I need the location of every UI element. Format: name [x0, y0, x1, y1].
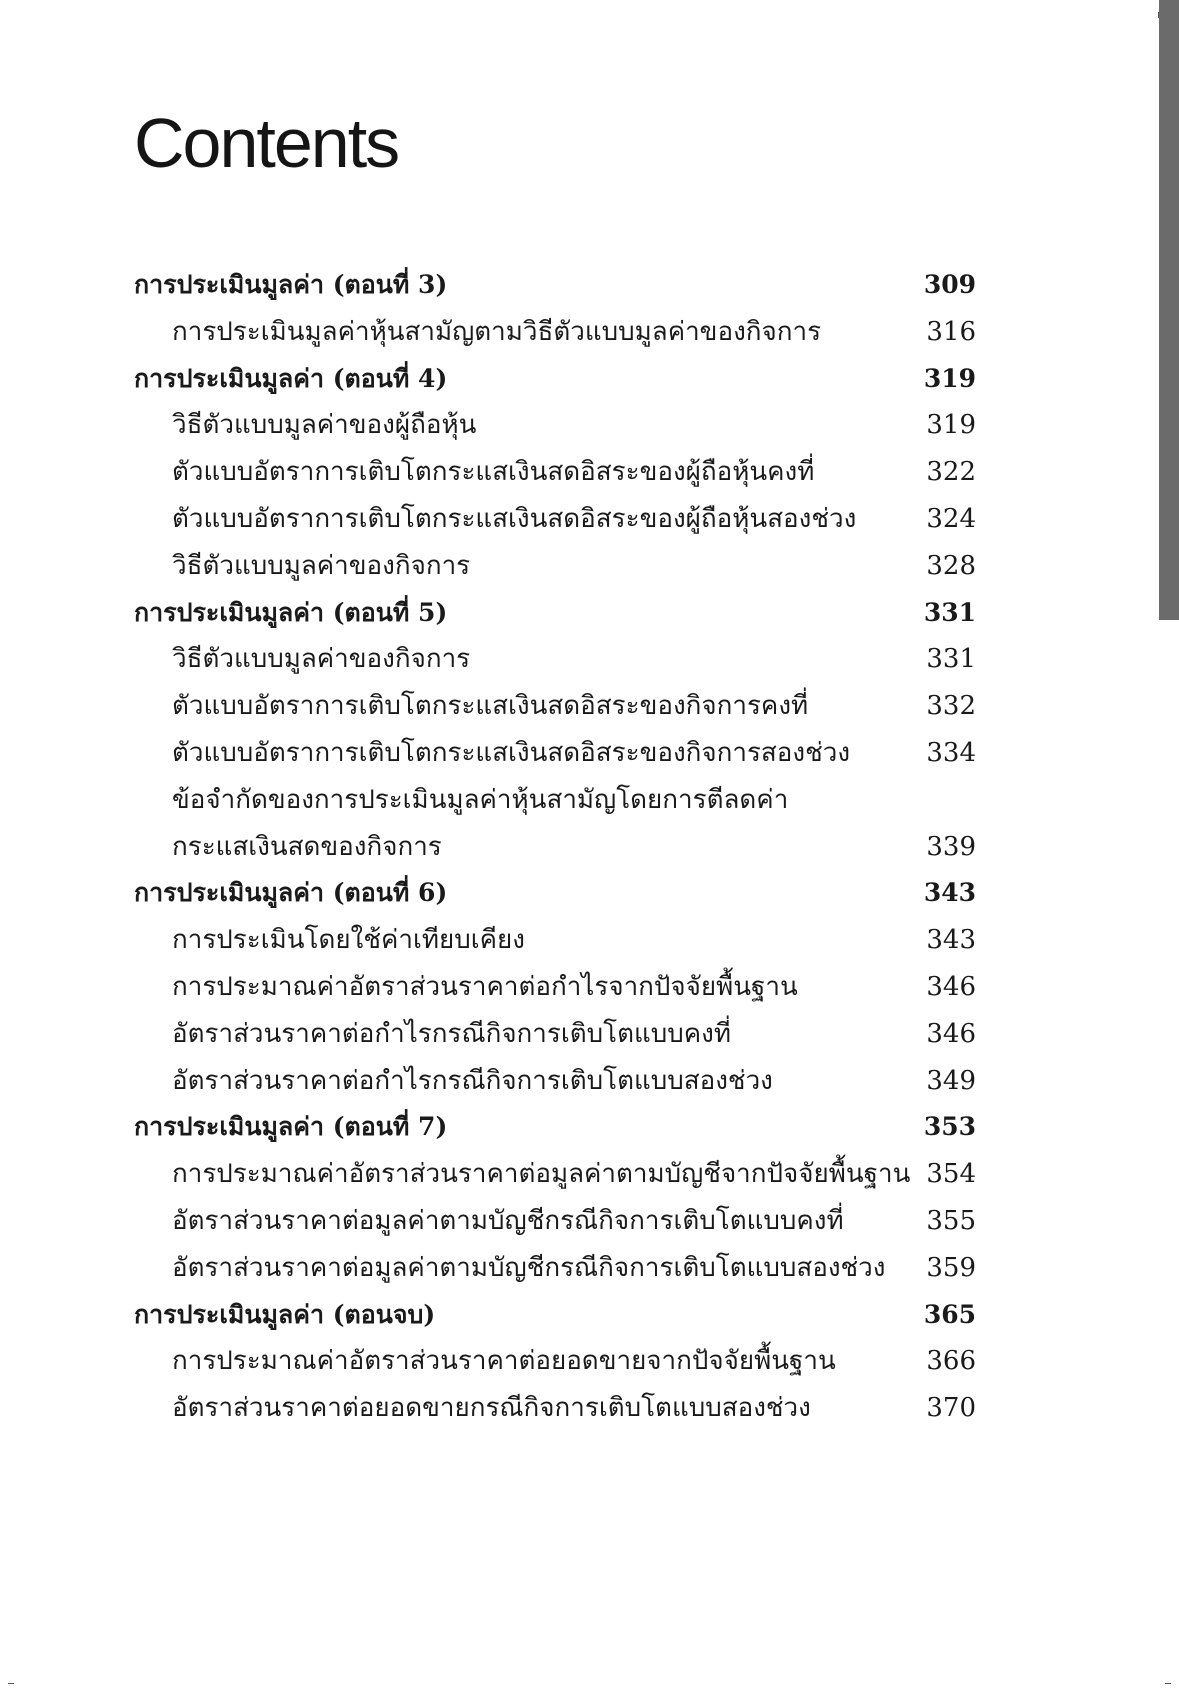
toc-page-number: 343: [926, 925, 976, 956]
toc-section-entry[interactable]: [134, 730, 976, 777]
toc-entry-title: การประเมินโดยใช้ค่าเทียบเคียง: [172, 925, 525, 956]
toc-entry-title: อัตราส่วนราคาต่อกำไรกรณีกิจการเติบโตแบบคงที่: [172, 1018, 731, 1049]
toc-section-entry[interactable]: [134, 917, 976, 964]
toc-chapter-entry[interactable]: [134, 1104, 976, 1151]
toc-entry-title: การประเมินมูลค่า (ตอนที่ 3): [134, 270, 448, 299]
toc-page-number: 319: [923, 363, 976, 393]
toc-entry-title: อัตราส่วนราคาต่อกำไรกรณีกิจการเติบโตแบบสองช่วง: [172, 1065, 773, 1096]
toc-entry-title: ตัวแบบอัตราการเติบโตกระแสเงินสดอิสระของกิจการสองช่วง: [172, 737, 851, 768]
toc-entry-title: อัตราส่วนราคาต่อมูลค่าตามบัญชีกรณีกิจการเติบโตแบบสองช่วง: [172, 1252, 886, 1283]
toc-page-number: 359: [926, 1252, 976, 1283]
toc-entry-title: กระแสเงินสดของกิจการ: [172, 831, 442, 862]
toc-chapter-entry[interactable]: [134, 262, 976, 309]
toc-entry-title: การประเมินมูลค่า (ตอนที่ 4): [134, 363, 448, 393]
toc-section-entry[interactable]: [134, 1338, 976, 1385]
toc-page-number: 309: [923, 270, 976, 299]
toc-page-number: 346: [926, 1018, 976, 1049]
toc-entry-title: การประเมินมูลค่าหุ้นสามัญตามวิธีตัวแบบมูลค่าของกิจการ: [172, 316, 822, 347]
toc-entry-title: การประมาณค่าอัตราส่วนราคาต่อกำไรจากปัจจัยพื้นฐาน: [172, 971, 798, 1002]
toc-section-entry[interactable]: [134, 1198, 976, 1245]
toc-page-number: 353: [923, 1112, 976, 1142]
toc-section-entry[interactable]: [134, 496, 976, 543]
toc-page-number: 366: [926, 1346, 976, 1377]
toc-section-entry[interactable]: [134, 964, 976, 1011]
toc-entry-title: วิธีตัวแบบมูลค่าของกิจการ: [172, 550, 471, 581]
toc-section-entry[interactable]: [134, 824, 976, 871]
toc-entry-title: ข้อจำกัดของการประเมินมูลค่าหุ้นสามัญโดยการตีลดค่า: [172, 784, 789, 815]
crop-mark: [8, 1683, 14, 1684]
toc-entry-title: การประเมินมูลค่า (ตอนที่ 5): [134, 597, 448, 627]
toc-page-number: 349: [926, 1065, 976, 1096]
toc-entry-title: การประเมินมูลค่า (ตอนที่ 6): [134, 878, 448, 908]
table-of-contents: [134, 262, 976, 1432]
toc-chapter-entry[interactable]: [134, 1292, 976, 1339]
toc-chapter-entry[interactable]: [134, 590, 976, 637]
toc-section-entry[interactable]: [134, 1385, 976, 1432]
toc-section-entry[interactable]: [134, 1058, 976, 1105]
toc-page-number: 346: [926, 971, 976, 1002]
page-title: Contents: [134, 104, 399, 182]
toc-page-number: 316: [926, 316, 976, 347]
toc-section-entry[interactable]: [134, 636, 976, 683]
crop-mark: [1165, 1683, 1171, 1684]
toc-page-number: 355: [926, 1205, 976, 1236]
toc-entry-title: ตัวแบบอัตราการเติบโตกระแสเงินสดอิสระของผู้ถือหุ้นสองช่วง: [172, 503, 857, 534]
toc-section-entry[interactable]: [134, 402, 976, 449]
toc-entry-title: การประเมินมูลค่า (ตอนจบ): [134, 1299, 436, 1329]
toc-section-entry[interactable]: [134, 683, 976, 730]
toc-page-number: 365: [923, 1299, 976, 1329]
toc-page-number: 332: [926, 691, 976, 722]
toc-entry-title: การประมาณค่าอัตราส่วนราคาต่อมูลค่าตามบัญชีจากปัจจัยพื้นฐาน: [172, 1159, 911, 1190]
toc-page-number: 331: [926, 644, 976, 675]
toc-entry-title: อัตราส่วนราคาต่อมูลค่าตามบัญชีกรณีกิจการเติบโตแบบคงที่: [172, 1205, 844, 1236]
toc-page-number: 322: [926, 457, 976, 488]
toc-page-number: 370: [926, 1393, 976, 1424]
toc-section-entry[interactable]: [134, 543, 976, 590]
toc-entry-title: อัตราส่วนราคาต่อยอดขายกรณีกิจการเติบโตแบบสองช่วง: [172, 1393, 811, 1424]
toc-page-number: 343: [923, 878, 976, 908]
toc-section-entry[interactable]: [134, 1245, 976, 1292]
toc-page-number: 354: [926, 1159, 976, 1190]
toc-page-number: 339: [926, 831, 976, 862]
toc-section-entry[interactable]: [134, 1011, 976, 1058]
toc-chapter-entry[interactable]: [134, 870, 976, 917]
toc-page-number: 334: [926, 737, 976, 768]
toc-section-entry[interactable]: [134, 777, 976, 824]
toc-entry-title: ตัวแบบอัตราการเติบโตกระแสเงินสดอิสระของผู้ถือหุ้นคงที่: [172, 457, 815, 488]
toc-section-entry[interactable]: [134, 1151, 976, 1198]
toc-entry-title: ตัวแบบอัตราการเติบโตกระแสเงินสดอิสระของกิจการคงที่: [172, 691, 809, 722]
crop-mark: [1158, 12, 1159, 18]
toc-page-number: 331: [923, 597, 976, 627]
toc-section-entry[interactable]: [134, 309, 976, 356]
toc-entry-title: การประเมินมูลค่า (ตอนที่ 7): [134, 1112, 448, 1142]
toc-entry-title: วิธีตัวแบบมูลค่าของกิจการ: [172, 644, 471, 675]
toc-page-number: 328: [926, 550, 976, 581]
toc-section-entry[interactable]: [134, 449, 976, 496]
toc-page-number: 324: [926, 503, 976, 534]
toc-chapter-entry[interactable]: [134, 356, 976, 403]
toc-entry-title: การประมาณค่าอัตราส่วนราคาต่อยอดขายจากปัจจัยพื้นฐาน: [172, 1346, 836, 1377]
page-edge-bar: [1159, 0, 1179, 620]
toc-entry-title: วิธีตัวแบบมูลค่าของผู้ถือหุ้น: [172, 410, 477, 441]
toc-page-number: 319: [926, 410, 976, 441]
